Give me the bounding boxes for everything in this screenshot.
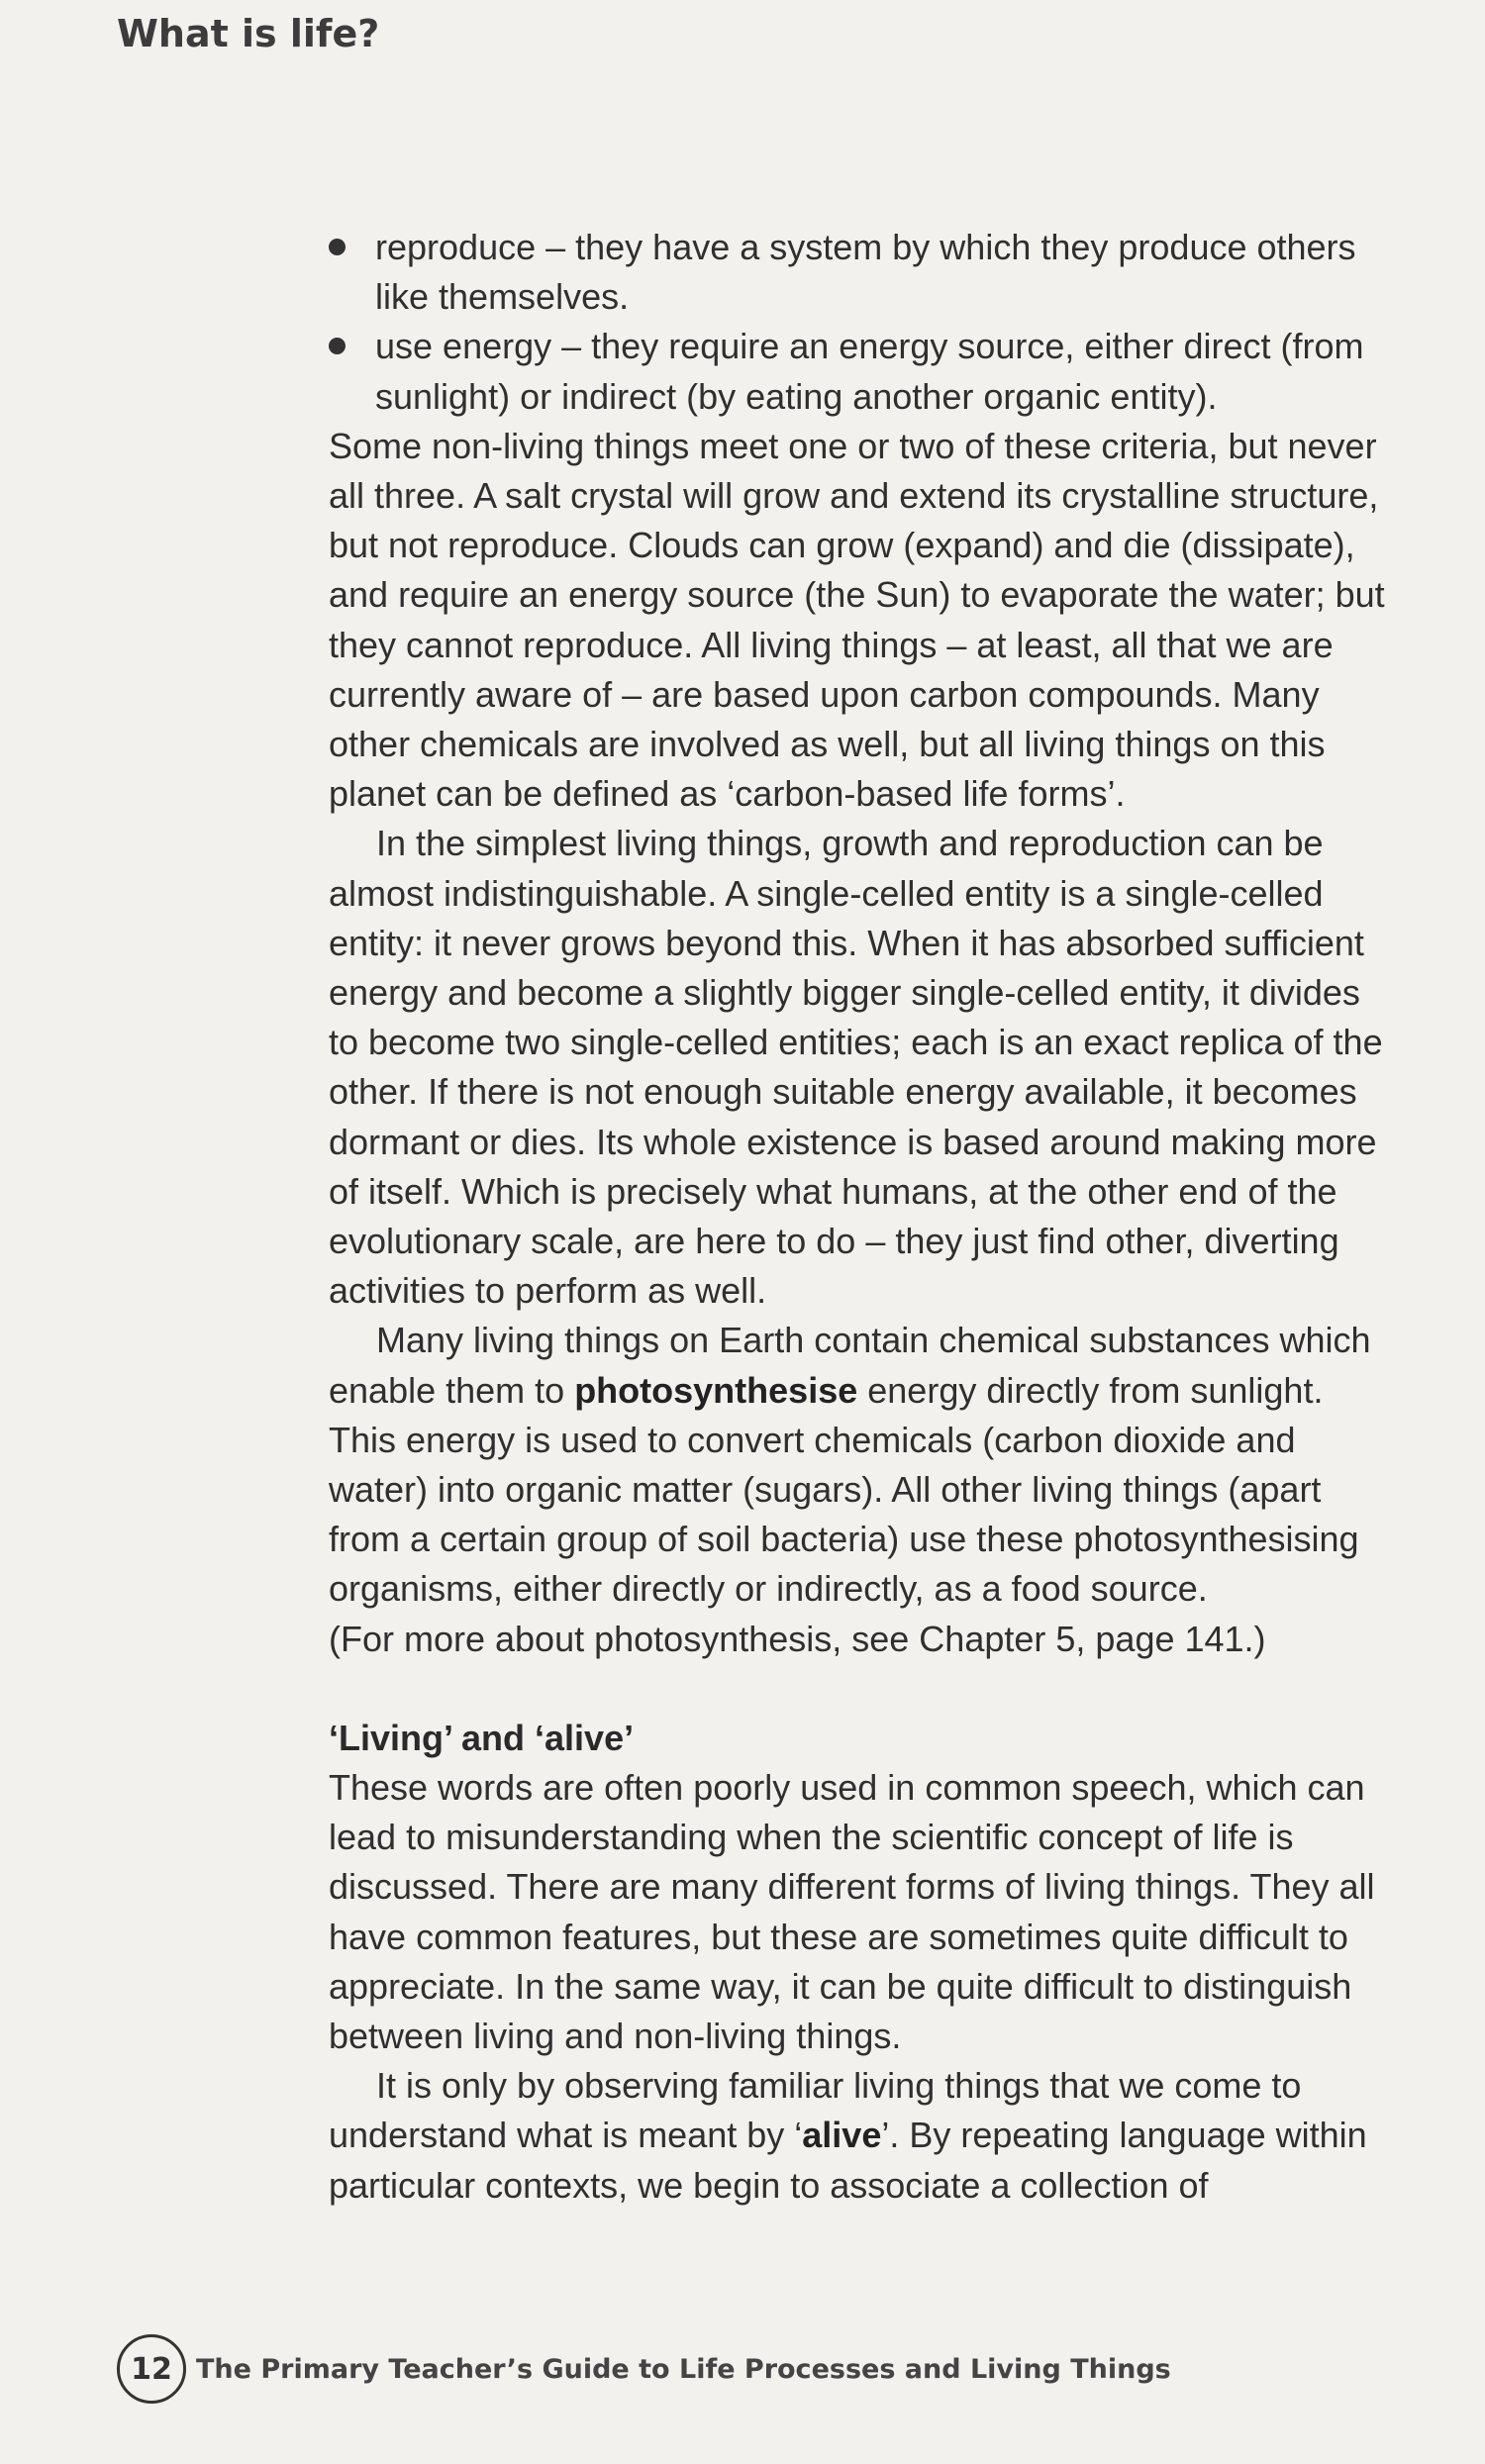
- key-term-alive: alive: [802, 2115, 882, 2156]
- body-text: [329, 223, 1398, 2211]
- bullet-text: use energy – they require an energy source, either direct (from sunlight) or indirect (by eating another organic entity).: [375, 326, 1364, 417]
- paragraph-photosynthesis: [329, 1316, 1398, 1614]
- paragraph-text: energy directly from sunlight. This energy is used to convert chemicals (carbon dioxide and water) into organic matter (sugars). All other living things (apart from a certain group of soil bacteria) use these photosynthesising organisms, either directly or indirectly, as a food source.: [329, 1369, 1359, 1610]
- running-head: What is life?: [117, 12, 380, 55]
- page-footer: [117, 2334, 1171, 2404]
- spacer: [329, 1664, 1398, 1714]
- bullet-item-use-energy: [329, 322, 1398, 421]
- key-term-photosynthesise: photosynthesise: [574, 1369, 858, 1411]
- paragraph-text: Many living things on Earth contain chemical substances which enable them to: [329, 1320, 1371, 1411]
- paragraph: These words are often poorly used in common speech, which can lead to misunderstanding when the scientific concept of life is discussed. There are many different forms of living things. They all have common features, but these are sometimes quite difficult to appreciate. In the same way, it can be quite difficult to distinguish between living and non-living things.: [329, 1766, 1375, 2056]
- section-heading: ‘Living’ and ‘alive’: [329, 1717, 635, 1758]
- bullet-icon: [329, 338, 346, 354]
- paragraph-alive: [329, 2061, 1398, 2211]
- bullet-text: reproduce – they have a system by which they produce others like themselves.: [375, 227, 1356, 318]
- page-number: 12: [117, 2334, 186, 2404]
- cross-reference: (For more about photosynthesis, see Chapter 5, page 141.): [329, 1618, 1266, 1659]
- paragraph-text: It is only by observing familiar living things that we come to understand what is meant by ‘: [329, 2065, 1302, 2156]
- bullet-item-reproduce: [329, 223, 1398, 322]
- paragraph: In the simplest living things, growth and reproduction can be almost indistinguishable. A single-celled entity is a single-celled entity: it never grows beyond this. When it has absorbed sufficient energy and become a slightly bigger single-celled entity, it divides to become two single-celled entities; each is an exact replica of the other. If there is not enough suitable energy available, it becomes dormant or dies. Its whole existence is based around making more of itself. Which is precisely what humans, at the other end of the evolutionary scale, are here to do – they just find other, diverting activities to perform as well.: [329, 823, 1383, 1312]
- paragraph: Some non-living things meet one or two of these criteria, but never all three. A salt crystal will grow and extend its crystalline structure, but not reproduce. Clouds can grow (expand) and die (dissipate), and require an energy source (the Sun) to evaporate the water; but they cannot reproduce. All living things – at least, all that we are currently aware of – are based upon carbon compounds. Many other chemicals are involved as well, but all living things on this planet can be defined as ‘carbon-based life forms’.: [329, 425, 1385, 815]
- paragraph-text: ’. By repeating language within particular contexts, we begin to associate a collection of: [329, 2115, 1367, 2206]
- book-title: The Primary Teacher’s Guide to Life Processes and Living Things: [196, 2353, 1171, 2385]
- bullet-icon: [329, 239, 346, 255]
